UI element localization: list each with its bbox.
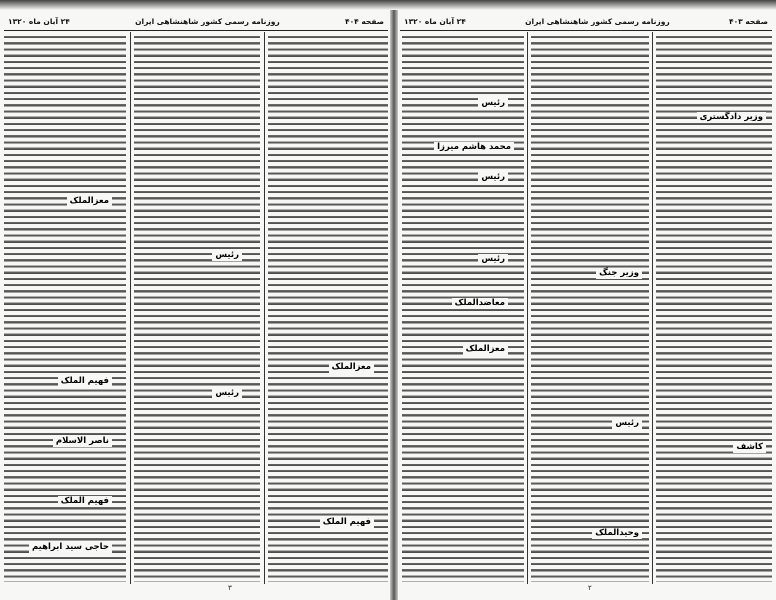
speaker-heading: فهیم الملک bbox=[58, 376, 112, 387]
speaker-heading: رئیس bbox=[478, 254, 508, 265]
footer-page-number: ۲ bbox=[588, 584, 592, 592]
speaker-heading: وزیر جنگ bbox=[596, 268, 642, 279]
speaker-heading: رئیس bbox=[478, 172, 508, 183]
header-rule bbox=[4, 30, 388, 31]
column-rule bbox=[652, 32, 653, 584]
speaker-heading: وحیدالملک bbox=[592, 528, 642, 539]
speaker-heading: معزالملک bbox=[329, 362, 374, 373]
speaker-heading: حاجی سید ابراهیم bbox=[29, 542, 112, 553]
right-page-title: روزنامه رسمی کشور شاهنشاهی ایران bbox=[525, 17, 670, 26]
page-gutter bbox=[390, 0, 398, 600]
right-page-header bbox=[404, 15, 768, 28]
speaker-heading: رئیس bbox=[612, 418, 642, 429]
speaker-heading: معزالملک bbox=[67, 196, 112, 207]
column-rule bbox=[264, 32, 265, 584]
speaker-heading: وزیر دادگستری bbox=[697, 112, 766, 123]
speaker-heading: فهیم الملک bbox=[58, 496, 112, 507]
speaker-heading: کاشف bbox=[733, 442, 766, 453]
right-page-number: صفحه ۴۰۳ bbox=[729, 17, 768, 26]
text-column bbox=[531, 34, 649, 582]
left-page-header bbox=[8, 15, 384, 28]
column-rule bbox=[130, 32, 131, 584]
speaker-heading: فهیم الملک bbox=[320, 517, 374, 528]
column-rule bbox=[527, 32, 528, 584]
speaker-heading: معزالملک bbox=[463, 344, 508, 355]
left-page-title: روزنامه رسمی کشور شاهنشاهی ایران bbox=[135, 17, 280, 26]
speaker-heading: رئیس bbox=[212, 388, 242, 399]
text-column bbox=[134, 34, 260, 582]
speaker-heading: رئیس bbox=[212, 250, 242, 261]
right-page bbox=[396, 0, 776, 600]
speaker-heading: معاضدالملک bbox=[452, 298, 508, 309]
left-page-number: صفحه ۴۰۴ bbox=[345, 17, 384, 26]
left-page-date: ۲۴ آبان ماه ۱۳۲۰ bbox=[8, 17, 70, 26]
right-page-date: ۲۴ آبان ماه ۱۳۲۰ bbox=[404, 17, 466, 26]
speaker-heading: محمد هاشم میرزا bbox=[434, 142, 514, 153]
footer-page-number: ۳ bbox=[228, 584, 232, 592]
header-rule bbox=[400, 30, 772, 31]
speaker-heading: ناصر الاسلام bbox=[53, 436, 112, 447]
speaker-heading: رئیس bbox=[478, 98, 508, 109]
text-column bbox=[268, 34, 388, 582]
scan-shadow bbox=[0, 0, 776, 10]
